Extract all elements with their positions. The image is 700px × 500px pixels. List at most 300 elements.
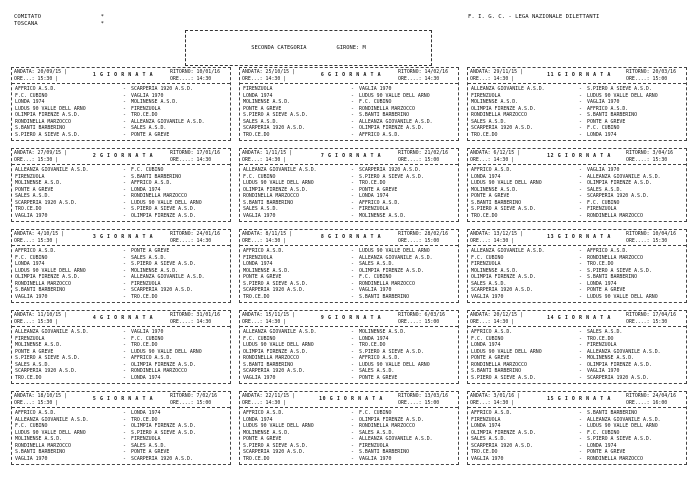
match-list — [240, 165, 458, 219]
home-team: FIRENZUOLA — [243, 86, 273, 92]
match-row — [15, 294, 227, 301]
away-team: ALLEANZA GIOVANILE A.S.D. — [587, 416, 661, 423]
match-separator: - — [351, 118, 354, 125]
home-team: AFFRICO A.S.D. — [15, 248, 57, 254]
away-team: SALES A.S.D. — [359, 429, 395, 436]
ritorno-column — [398, 393, 456, 406]
match-separator: - — [579, 442, 582, 449]
match-list — [12, 84, 230, 138]
match-list — [12, 327, 230, 381]
matchday-title: 7 G I O R N A T A — [320, 153, 382, 160]
match-list — [240, 84, 458, 138]
home-team: F.C. CUBINO — [243, 173, 276, 180]
matchday-title: 13 G I O R N A T A — [547, 234, 611, 241]
match-separator: - — [351, 280, 354, 287]
match-separator: - — [351, 368, 354, 374]
ritorno-time: ORE....: 14:30 — [170, 75, 212, 82]
home-team: AFFRICO A.S.D. — [15, 86, 57, 92]
match-row — [243, 294, 455, 301]
home-team: SCARPERIA 1920 A.S.D. — [471, 287, 533, 293]
match-separator: - — [579, 335, 582, 342]
match-separator: - — [579, 436, 582, 442]
match-separator: - — [351, 199, 354, 206]
away-team: OLIMPIA FIRENZE A.S.D. — [131, 212, 196, 219]
away-team: S.PIERO A SIEVE A.S.D. — [131, 261, 196, 267]
away-team: SALES A.S.D. — [131, 442, 167, 449]
home-team: VAGLIA 1970 — [471, 293, 504, 300]
matchday-title: 9 G I O R N A T A — [320, 315, 382, 322]
ritorno-date: RITORNO: 24/04/16 — [626, 393, 677, 399]
match-separator: - — [123, 293, 126, 300]
away-team: SCARPERIA 1920 A.S.D. — [359, 167, 421, 173]
match-separator: - — [123, 442, 126, 449]
match-separator: - — [123, 368, 126, 374]
match-separator: - — [351, 455, 354, 462]
ritorno-time: ORE....: 14:30 — [170, 237, 212, 244]
federation-title: F. I. G. C. - LEGA NAZIONALE DILETTANTI — [468, 14, 600, 20]
match-separator: - — [351, 348, 354, 355]
ritorno-column — [626, 393, 684, 406]
andata-column — [242, 69, 304, 82]
home-team: ALLEANZA GIOVANILE A.S.D. — [243, 167, 317, 173]
andata-column — [14, 312, 76, 325]
home-team: SALES A.S.D. — [15, 193, 51, 199]
ritorno-date: RITORNO: 13/03/16 — [398, 393, 449, 399]
away-team: VAGLIA 1970 — [359, 455, 392, 462]
away-team: VAGLIA 1970 — [359, 86, 392, 92]
match-separator: - — [123, 423, 126, 429]
match-separator: - — [123, 248, 126, 254]
home-team: PONTE A GREVE — [15, 186, 54, 193]
home-team: FIRENZUOLA — [15, 335, 45, 342]
away-team: S.PIERO A SIEVE A.S.D. — [131, 429, 196, 436]
region-label: TOSCANA — [14, 21, 38, 27]
ritorno-time: ORE....: 14:30 — [170, 156, 212, 163]
home-team: SCARPERIA 1920 A.S.D. — [15, 368, 77, 374]
away-team: TRO.CE.DO — [131, 416, 158, 423]
match-separator: - — [351, 186, 354, 193]
home-team: TRO.CE.DO — [15, 206, 42, 212]
andata-date: ANDATA: 25/10/15 | — [242, 69, 295, 75]
away-team: S.PIERO A SIEVE A.S.D. — [359, 348, 424, 355]
match-separator: - — [351, 125, 354, 131]
match-separator: - — [123, 436, 126, 442]
match-separator: - — [579, 131, 582, 138]
andata-column — [14, 231, 76, 244]
match-separator: - — [123, 99, 126, 105]
match-separator: - — [579, 186, 582, 193]
match-row — [471, 132, 683, 139]
matchday-title: 8 G I O R N A T A — [320, 234, 382, 241]
away-team: VAGLIA 1970 — [587, 99, 620, 105]
ritorno-column — [626, 150, 684, 163]
home-team: SALES A.S.D. — [471, 436, 507, 442]
match-separator: - — [351, 86, 354, 92]
home-team: SALES A.S.D. — [243, 118, 279, 125]
home-team: FIRENZUOLA — [471, 92, 501, 99]
away-team: TRO.CE.DO — [587, 335, 614, 342]
matchday-title: 2 G I O R N A T A — [92, 153, 154, 160]
home-team: LONDA 1974 — [243, 416, 273, 423]
home-team: OLIMPIA FIRENZE A.S.D. — [471, 429, 536, 436]
home-team: S.PIERO A SIEVE A.S.D. — [243, 442, 308, 449]
match-separator: - — [123, 287, 126, 293]
match-row — [243, 132, 455, 139]
away-team: S.BANTI BARBERINO — [359, 112, 410, 118]
away-team: LUDUS 90 VALLE DELL ARNO — [359, 361, 430, 368]
matchday-box — [239, 67, 459, 141]
home-team: SCARPERIA 1920 A.S.D. — [243, 287, 305, 293]
away-team: LUDUS 90 VALLE DELL ARNO — [131, 199, 202, 206]
match-separator: - — [123, 342, 126, 348]
ritorno-date: RITORNO: 14/02/16 — [398, 69, 449, 75]
home-team: PONTE A GREVE — [15, 348, 54, 355]
category-label: SECONDA CATEGORIA — [251, 45, 307, 51]
ritorno-column — [170, 150, 228, 163]
away-team: OLIMPIA FIRENZE A.S.D. — [587, 361, 652, 368]
committee-line — [14, 14, 104, 21]
match-separator: - — [123, 455, 126, 462]
home-team: MOLINENSE A.S.D. — [15, 436, 63, 442]
away-team: ALLEANZA GIOVANILE A.S.D. — [131, 274, 205, 280]
match-separator: - — [351, 416, 354, 423]
ritorno-date: RITORNO: 20/03/16 — [626, 69, 677, 75]
matchday-box — [11, 67, 231, 141]
home-team: RONDINELLA MARZOCCO — [15, 280, 71, 287]
home-team: LUDUS 90 VALLE DELL ARNO — [471, 348, 542, 355]
away-team: AFFRICO A.S.D. — [587, 248, 629, 254]
home-team: SCARPERIA 1920 A.S.D. — [243, 125, 305, 131]
andata-date: ANDATA: 11/10/15 | — [14, 312, 67, 318]
home-team: F.C. CUBINO — [15, 92, 48, 99]
andata-date: ANDATA: 6/12/15 | — [470, 150, 521, 156]
home-team: S.PIERO A SIEVE A.S.D. — [15, 131, 80, 138]
away-team: MOLINENSE A.S.D. — [131, 267, 179, 274]
andata-time: ORE...: 14:30 | — [242, 318, 287, 325]
home-team: TRO.CE.DO — [471, 212, 498, 219]
away-team: F.C. CUBINO — [587, 429, 620, 436]
away-team: PONTE A GREVE — [131, 248, 170, 254]
home-team: F.C. CUBINO — [471, 254, 504, 261]
match-separator: - — [123, 125, 126, 131]
andata-time: ORE...: 14:30 | — [242, 399, 287, 406]
away-team: LUDUS 90 VALLE DELL ARNO — [587, 92, 658, 99]
ritorno-date: RITORNO: 6/03/16 — [398, 312, 446, 318]
home-team: AFFRICO A.S.D. — [471, 329, 513, 335]
home-team: FIRENZUOLA — [471, 261, 501, 267]
andata-time: ORE...: 14:30 | — [470, 399, 515, 406]
match-separator: - — [123, 212, 126, 219]
matchday-box — [11, 229, 231, 303]
match-separator: - — [579, 173, 582, 180]
ritorno-time: ORE....: 15:00 — [398, 237, 440, 244]
ritorno-date: RITORNO: 24/01/16 — [170, 231, 221, 237]
away-team: LUDUS 90 VALLE DELL ARNO — [587, 423, 658, 429]
away-team: RONDINELLA MARZOCCO — [359, 105, 415, 112]
matchday-title: 11 G I O R N A T A — [547, 72, 611, 79]
home-team: MOLINENSE A.S.D. — [471, 267, 519, 274]
match-separator: - — [123, 86, 126, 92]
home-team: VAGLIA 1970 — [471, 455, 504, 462]
away-team: PONTE A GREVE — [131, 449, 170, 455]
away-team: OLIMPIA FIRENZE A.S.D. — [359, 125, 424, 131]
category-box — [185, 30, 432, 66]
match-separator: - — [123, 261, 126, 267]
ritorno-column — [398, 312, 456, 325]
home-team: S.BANTI BARBERINO — [15, 125, 66, 131]
match-separator: - — [123, 274, 126, 280]
ritorno-time: ORE....: 15:00 — [398, 156, 440, 163]
home-team: SCARPERIA 1920 A.S.D. — [471, 442, 533, 449]
away-team: FIRENZUOLA — [587, 342, 617, 348]
andata-date: ANDATA: 18/10/15 | — [14, 393, 67, 399]
away-team: RONDINELLA MARZOCCO — [359, 423, 415, 429]
match-list — [240, 327, 458, 381]
home-team: PONTE A GREVE — [243, 105, 282, 112]
home-team: OLIMPIA FIRENZE A.S.D. — [243, 186, 308, 193]
match-list — [468, 246, 686, 300]
away-team: RONDINELLA MARZOCCO — [587, 455, 643, 462]
away-team: S.PIERO A SIEVE A.S.D. — [587, 267, 652, 274]
away-team: PONTE A GREVE — [587, 449, 626, 455]
home-team: ALLEANZA GIOVANILE A.S.D. — [15, 167, 89, 173]
match-separator: - — [579, 92, 582, 99]
away-team: S.BANTI BARBERINO — [359, 449, 410, 455]
match-separator: - — [351, 429, 354, 436]
matchday-box — [239, 310, 459, 384]
home-team: ALLEANZA GIOVANILE A.S.D. — [471, 86, 545, 92]
andata-date: ANDATA: 1/11/15 | — [242, 150, 293, 156]
ritorno-time: ORE....: 15:30 — [626, 237, 668, 244]
match-separator: - — [123, 329, 126, 335]
home-team: ALLEANZA GIOVANILE A.S.D. — [15, 416, 89, 423]
ritorno-date: RITORNO: 17/04/16 — [626, 312, 677, 318]
match-list — [468, 84, 686, 138]
home-team: F.C. CUBINO — [15, 254, 48, 261]
match-separator: - — [579, 355, 582, 361]
home-team: LONDA 1974 — [471, 423, 501, 429]
home-team: LONDA 1974 — [471, 342, 501, 348]
matchday-box — [467, 310, 687, 384]
home-team: S.BANTI BARBERINO — [243, 361, 294, 368]
away-team: SALES A.S.D. — [359, 368, 395, 374]
home-team: LUDUS 90 VALLE DELL ARNO — [15, 105, 86, 112]
away-team: S.PIERO A SIEVE A.S.D. — [587, 436, 652, 442]
ritorno-time: ORE....: 15:00 — [398, 318, 440, 325]
match-separator: - — [579, 125, 582, 131]
ritorno-date: RITORNO: 7/02/16 — [170, 393, 218, 399]
match-separator: - — [351, 342, 354, 348]
away-team: TRO.CE.DO — [131, 112, 158, 118]
away-team: PONTE A GREVE — [359, 186, 398, 193]
match-separator: - — [351, 112, 354, 118]
away-team: RONDINELLA MARZOCCO — [359, 280, 415, 287]
match-separator: - — [351, 180, 354, 186]
matchday-header — [468, 392, 686, 408]
match-separator: - — [579, 86, 582, 92]
away-team: RONDINELLA MARZOCCO — [587, 254, 643, 261]
home-team: OLIMPIA FIRENZE A.S.D. — [243, 348, 308, 355]
andata-date: ANDATA: 20/09/15 | — [14, 69, 67, 75]
home-team: RONDINELLA MARZOCCO — [243, 355, 299, 361]
matchday-box — [239, 148, 459, 222]
home-team: SALES A.S.D. — [471, 118, 507, 125]
andata-time: ORE...: 15:30 | — [14, 237, 59, 244]
home-team: SCARPERIA 1920 A.S.D. — [15, 199, 77, 206]
home-team: LONDA 1974 — [15, 261, 45, 267]
home-team: S.BANTI BARBERINO — [15, 449, 66, 455]
home-team: S.BANTI BARBERINO — [243, 199, 294, 206]
match-separator: - — [123, 410, 126, 416]
home-team: VAGLIA 1970 — [15, 293, 48, 300]
home-team: LONDA 1974 — [243, 261, 273, 267]
ritorno-column — [170, 312, 228, 325]
home-team: PONTE A GREVE — [471, 355, 510, 361]
away-team: TRO.CE.DO — [131, 293, 158, 300]
ritorno-column — [170, 393, 228, 406]
match-separator: - — [351, 92, 354, 99]
home-team: VAGLIA 1970 — [243, 374, 276, 381]
away-team: FIRENZUOLA — [359, 442, 389, 449]
away-team: VAGLIA 1970 — [359, 287, 392, 293]
away-team: ALLEANZA GIOVANILE A.S.D. — [359, 118, 433, 125]
away-team: SALES A.S.D. — [131, 254, 167, 261]
ritorno-time: ORE....: 14:30 — [398, 75, 440, 82]
andata-column — [470, 393, 532, 406]
home-team: AFFRICO A.S.D. — [15, 410, 57, 416]
away-team: F.C. CUBINO — [587, 199, 620, 206]
matchday-header — [240, 392, 458, 408]
home-team: VAGLIA 1970 — [243, 212, 276, 219]
schedule-grid — [11, 67, 687, 465]
match-separator: - — [123, 374, 126, 381]
home-team: LUDUS 90 VALLE DELL ARNO — [471, 180, 542, 186]
andata-time: ORE...: 14:30 | — [242, 156, 287, 163]
away-team: TRO.CE.DO — [359, 342, 386, 348]
andata-column — [242, 312, 304, 325]
match-separator: - — [579, 118, 582, 125]
home-team: VAGLIA 1970 — [15, 212, 48, 219]
home-team: RONDINELLA MARZOCCO — [243, 193, 299, 199]
match-separator: - — [123, 361, 126, 368]
matchday-title: 12 G I O R N A T A — [547, 153, 611, 160]
match-row — [243, 456, 455, 463]
match-separator: - — [351, 206, 354, 212]
home-team: AFFRICO A.S.D. — [471, 167, 513, 173]
away-team: OLIMPIA FIRENZE A.S.D. — [131, 361, 196, 368]
away-team: FIRENZUOLA — [131, 280, 161, 287]
match-separator: - — [579, 348, 582, 355]
match-separator: - — [579, 112, 582, 118]
home-team: TRO.CE.DO — [243, 131, 270, 138]
match-separator: - — [351, 442, 354, 449]
match-separator: - — [579, 423, 582, 429]
home-team: S.PIERO A SIEVE A.S.D. — [15, 355, 80, 361]
home-team: MOLINENSE A.S.D. — [15, 180, 63, 186]
away-team: RONDINELLA MARZOCCO — [131, 193, 187, 199]
home-team: LONDA 1974 — [15, 99, 45, 105]
home-team: S.PIERO A SIEVE A.S.D. — [243, 112, 308, 118]
away-team: SCARPERIA 1920 A.S.D. — [587, 374, 649, 381]
andata-time: ORE...: 15:30 | — [14, 318, 59, 325]
away-team: AFFRICO A.S.D. — [359, 199, 401, 206]
match-separator: - — [351, 212, 354, 219]
home-team: MOLINENSE A.S.D. — [243, 429, 291, 436]
away-team: AFFRICO A.S.D. — [587, 105, 629, 112]
ritorno-date: RITORNO: 31/01/16 — [170, 312, 221, 318]
matchday-header — [12, 149, 230, 165]
match-separator: - — [579, 455, 582, 462]
matchday-header — [240, 230, 458, 246]
away-team: ALLEANZA GIOVANILE A.S.D. — [587, 348, 661, 355]
andata-time: ORE...: 15:30 | — [14, 75, 59, 82]
match-separator: - — [579, 248, 582, 254]
match-separator: - — [123, 112, 126, 118]
matchday-box — [239, 391, 459, 465]
match-separator: - — [579, 199, 582, 206]
away-team: LONDA 1974 — [131, 410, 161, 416]
match-row — [15, 456, 227, 463]
matchday-box — [11, 391, 231, 465]
matchday-box — [467, 67, 687, 141]
home-team: ALLEANZA GIOVANILE A.S.D. — [15, 329, 89, 335]
away-team: MOLINENSE A.S.D. — [131, 99, 179, 105]
andata-time: ORE...: 14:30 | — [242, 75, 287, 82]
match-separator: - — [579, 261, 582, 267]
ritorno-column — [626, 231, 684, 244]
away-team: MOLINENSE A.S.D. — [359, 329, 407, 335]
match-separator: - — [579, 105, 582, 112]
home-team: MOLINENSE A.S.D. — [243, 267, 291, 274]
ritorno-time: ORE....: 15:30 — [626, 318, 668, 325]
away-team: LONDA 1974 — [587, 442, 617, 449]
match-separator: - — [351, 261, 354, 267]
andata-time: ORE...: 14:30 | — [470, 156, 515, 163]
andata-date: ANDATA: 27/09/15 | — [14, 150, 67, 156]
andata-time: ORE...: 14:30 | — [470, 318, 515, 325]
match-separator: - — [579, 374, 582, 381]
matchday-header — [240, 311, 458, 327]
away-team: S.BANTI BARBERINO — [587, 410, 638, 416]
andata-time: ORE...: 14:30 | — [470, 75, 515, 82]
match-separator: - — [579, 342, 582, 348]
matchday-box — [239, 229, 459, 303]
match-separator: - — [351, 287, 354, 293]
home-team: TRO.CE.DO — [243, 293, 270, 300]
region-line — [14, 21, 104, 28]
match-list — [468, 327, 686, 381]
andata-time: ORE...: 15:30 | — [14, 399, 59, 406]
away-team: LONDA 1974 — [359, 193, 389, 199]
home-team: OLIMPIA FIRENZE A.S.D. — [15, 112, 80, 118]
away-team: LONDA 1974 — [131, 374, 161, 381]
match-row — [471, 456, 683, 463]
ritorno-column — [398, 69, 456, 82]
away-team: FIRENZUOLA — [131, 105, 161, 112]
match-separator: - — [579, 429, 582, 436]
ritorno-time: ORE....: 14:30 — [170, 318, 212, 325]
away-team: F.C. CUBINO — [359, 410, 392, 416]
andata-date: ANDATA: 4/10/15 | — [14, 231, 65, 237]
home-team: OLIMPIA FIRENZE A.S.D. — [471, 274, 536, 280]
match-separator: - — [123, 416, 126, 423]
matchday-title: 4 G I O R N A T A — [92, 315, 154, 322]
match-separator: - — [351, 248, 354, 254]
match-separator: - — [123, 348, 126, 355]
match-separator: - — [123, 173, 126, 180]
match-separator: - — [123, 92, 126, 99]
andata-column — [242, 150, 304, 163]
